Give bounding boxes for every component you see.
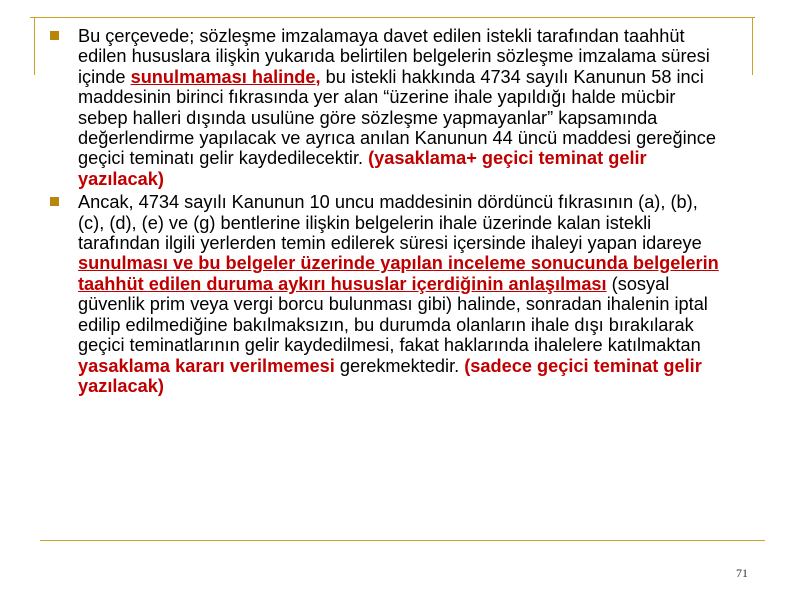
bullet-2-text-part-1: Ancak, 4734 sayılı Kanunun 10 uncu maddesinin dördüncü fıkrasının (a), (b), (c), (d), (e) ve (g) bentlerine ilişkin belgelerin ihale üzerinde kalan istekli tarafından ilgili yerlerden temin edilerek süresi içersinde ihaleyi yapan idareye xyxy=(78,192,702,254)
bullet-1-text-part-1: Bu çerçevede; sözleşme imzalamaya davet edilen istekli tarafından taahhüt edilen hususlara ilişkin yukarıda belirtilen belgelerin sözleşme imzalama süresi içinde xyxy=(78,26,710,87)
bullet-item-1 xyxy=(48,26,728,189)
top-left-decorative-tick xyxy=(34,17,35,75)
square-bullet-icon xyxy=(50,31,59,40)
bullet-2-note: (sadece geçici teminat gelir yazılacak) xyxy=(78,355,702,396)
bullet-2-emphasis-underlined: sunulması ve bu belgeler üzerinde yapılan inceleme sonucunda belgelerin taahhüt edilen duruma aykırı hususlar içerdiğinin anlaşılması xyxy=(78,253,719,294)
slide-body xyxy=(48,26,728,396)
top-right-decorative-tick xyxy=(752,17,753,75)
bullet-1-text-part-2: bu istekli hakkında 4734 sayılı Kanunun 58 inci maddesinin birinci fıkrasında yer alan “üzerine ihale yapıldığı halde mücbir sebep halleri dışında usulüne göre sözleşme yapmayanlar” kapsamında değerlendirme yapılacak ve ayrıca anılan Kanunun 44 üncü maddesi gereğince geçici teminatı gelir kaydedilecektir. xyxy=(78,66,716,169)
slide-number: 71 xyxy=(736,566,748,580)
bullet-2-emphasis-inline: yasaklama kararı verilmemesi xyxy=(78,355,335,376)
top-decorative-rule xyxy=(30,17,755,18)
bullet-1-emphasis-underlined: sunulmaması halinde, xyxy=(130,66,321,87)
bullet-1-note: (yasaklama+ geçici teminat gelir yazılacak) xyxy=(78,148,647,189)
bullet-item-2 xyxy=(48,192,728,396)
square-bullet-icon xyxy=(50,197,59,206)
bullet-2-text-part-3: gerekmektedir. xyxy=(334,355,465,376)
bullet-2-text-part-2: (sosyal güvenlik prim veya vergi borcu bulunması gibi) halinde, sonradan ihalenin iptal edilip edilmediğine bakılmaksızın, bu durumda olanların ihale dışı bırakılarak geçici teminatlarının gelir kaydedilmesi, fakat haklarında ihalelere katılmaktan xyxy=(78,273,708,356)
bottom-decorative-rule xyxy=(40,540,765,541)
